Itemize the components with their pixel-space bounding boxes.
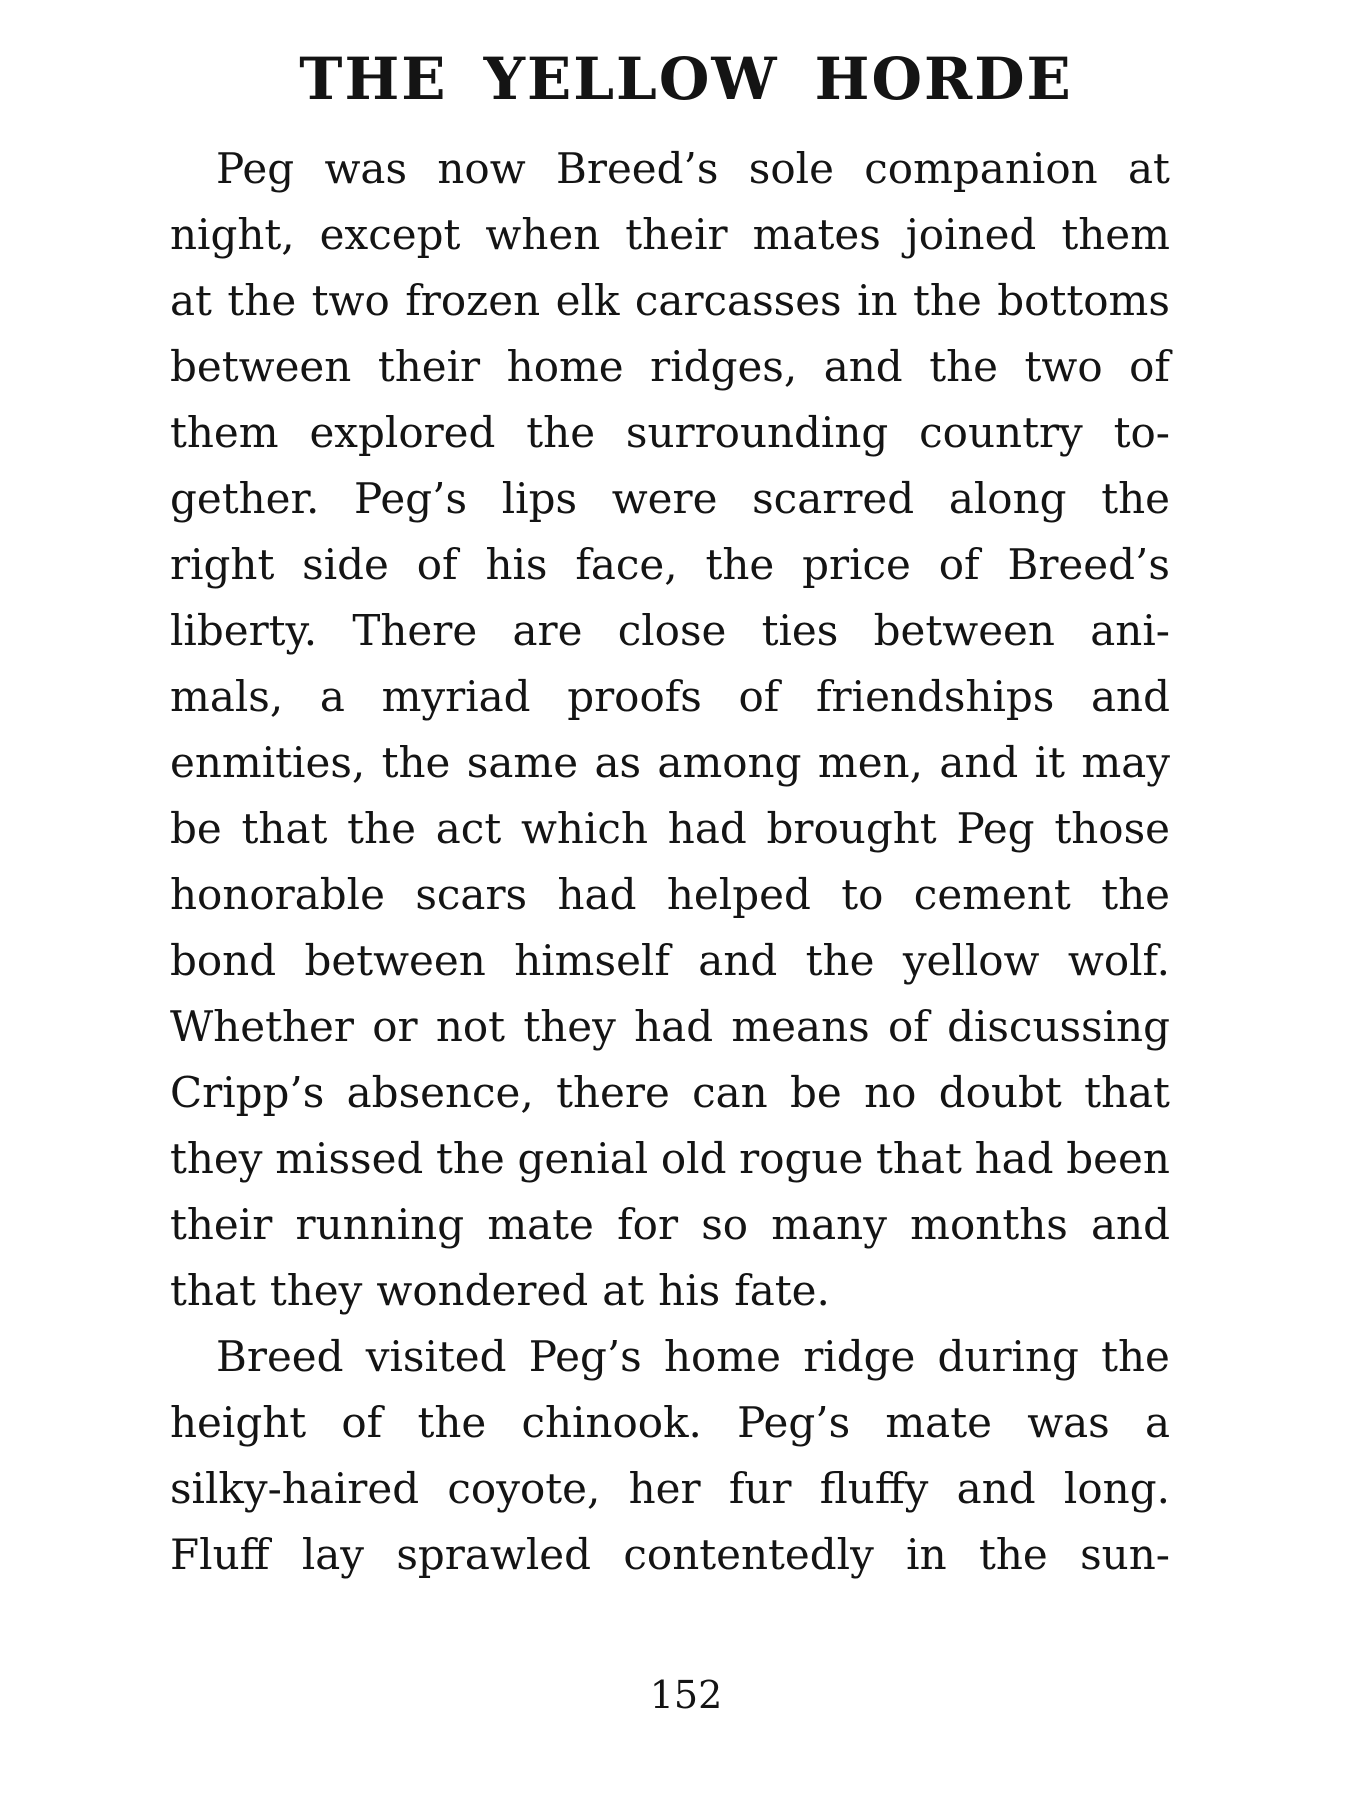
running-head: THE YELLOW HORDE (299, 45, 1073, 113)
text-line: right side of his face, the price of Breed’s (170, 540, 1170, 589)
text-line: them explored the surrounding country to- (170, 408, 1170, 457)
text-line: night, except when their mates joined them (170, 210, 1170, 259)
text-line: they missed the genial old rogue that had been (170, 1134, 1170, 1183)
text-line: Fluff lay sprawled contentedly in the sun- (170, 1530, 1170, 1579)
text-line: honorable scars had helped to cement the (170, 870, 1170, 919)
text-line: Cripp’s absence, there can be no doubt that (170, 1068, 1170, 1117)
text-line: at the two frozen elk carcasses in the bottoms (170, 276, 1170, 325)
text-line: height of the chinook. Peg’s mate was a (170, 1398, 1170, 1447)
text-line: be that the act which had brought Peg those (170, 804, 1170, 853)
text-line: Whether or not they had means of discussing (170, 1002, 1170, 1051)
text-line: bond between himself and the yellow wolf. (170, 936, 1170, 985)
text-line: silky-haired coyote, her fur fluffy and long. (170, 1464, 1170, 1513)
text-line: Breed visited Peg’s home ridge during the (216, 1332, 1170, 1381)
text-line: their running mate for so many months and (170, 1200, 1170, 1249)
text-line: that they wondered at his fate. (170, 1266, 830, 1315)
text-line: liberty. There are close ties between ani- (170, 606, 1170, 655)
text-line: Peg was now Breed’s sole companion at (216, 144, 1170, 193)
text-line: mals, a myriad proofs of friendships and (170, 672, 1170, 721)
text-line: enmities, the same as among men, and it may (170, 738, 1170, 787)
text-line: gether. Peg’s lips were scarred along the (170, 474, 1170, 523)
text-line: between their home ridges, and the two of (170, 342, 1170, 391)
page-number: 152 (649, 1673, 723, 1717)
body-text (170, 136, 1170, 1588)
